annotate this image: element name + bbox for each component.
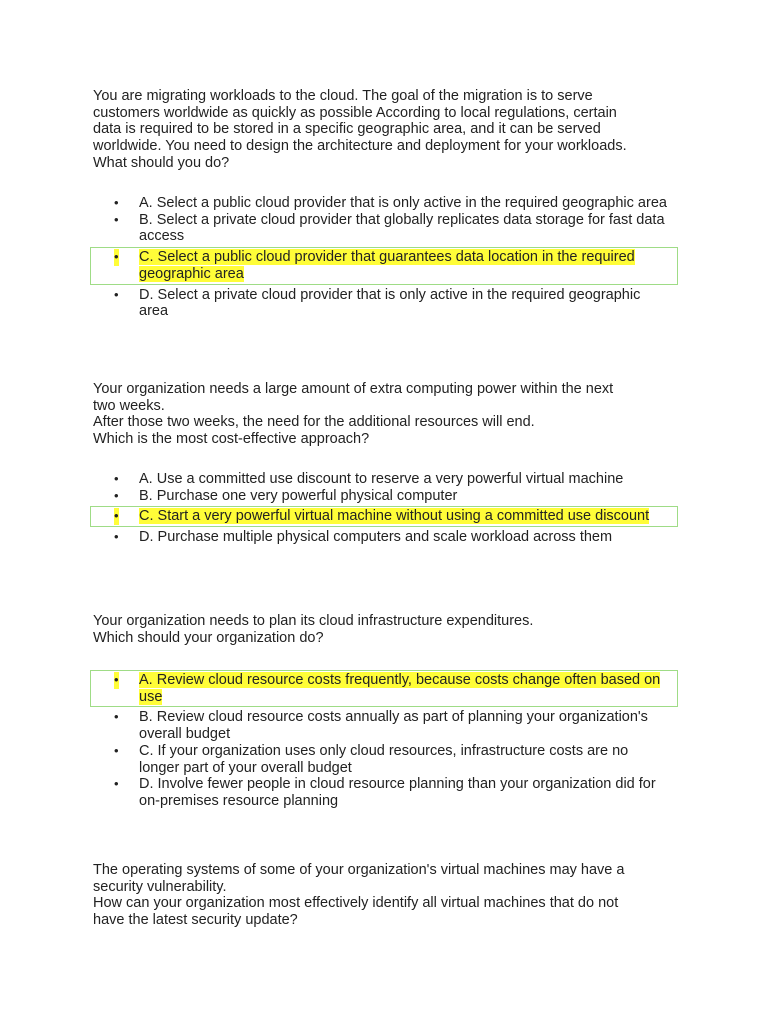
question-2-option-b: [90, 488, 678, 505]
option-text: B. Select a private cloud provider that globally replicates data storage for fast data access: [139, 211, 665, 245]
question-4-line-3: How can your organization most effectively identify all virtual machines that do not: [93, 895, 619, 912]
question-1-option-c-correct: [90, 247, 678, 284]
option-text-highlighted: C. Start a very powerful virtual machine without using a committed use discount: [139, 508, 650, 525]
bullet-icon: •: [114, 742, 119, 758]
option-text: B. Purchase one very powerful physical computer: [139, 487, 458, 504]
bullet-icon: •: [114, 529, 119, 545]
question-3-options: [90, 670, 678, 810]
question-1-option-b: [90, 212, 678, 245]
question-3-option-b: [90, 709, 678, 742]
question-2-options: [90, 471, 678, 546]
question-2-line-4: Which is the most cost-effective approach?: [93, 431, 370, 448]
bullet-icon: •: [114, 709, 119, 725]
question-1-options: [90, 195, 678, 320]
question-1-line-3: data is required to be stored in a specific geographic area, and it can be served: [93, 121, 601, 138]
option-text: A. Use a committed use discount to reserve a very powerful virtual machine: [139, 471, 624, 487]
option-text-highlighted: C. Select a public cloud provider that guarantees data location in the required geographic area: [139, 249, 635, 282]
option-text-highlighted: A. Review cloud resource costs frequently, because costs change often based on use: [139, 672, 661, 705]
question-2-line-1: Your organization needs a large amount of extra computing power within the next: [93, 381, 614, 397]
question-2-line-2: two weeks.: [93, 397, 165, 414]
question-2-option-d: [90, 529, 678, 546]
question-1-line-4: worldwide. You need to design the architecture and deployment for your workloads.: [93, 138, 627, 155]
question-3-line-2: Which should your organization do?: [93, 629, 324, 646]
question-4-line-4: have the latest security update?: [93, 912, 298, 929]
bullet-icon: •: [114, 776, 119, 792]
question-1-line-5: What should you do?: [93, 154, 230, 171]
option-text: D. Select a private cloud provider that is only active in the required geographic area: [139, 286, 641, 320]
bullet-icon: •: [114, 249, 119, 265]
bullet-icon: •: [114, 195, 119, 210]
bullet-icon: •: [114, 471, 119, 486]
question-2-text: [93, 381, 683, 448]
question-4-line-2: security vulnerability.: [93, 878, 227, 895]
question-1-line-1: You are migrating workloads to the cloud. The goal of the migration is to serve: [93, 88, 593, 104]
question-4-line-1: The operating systems of some of your organization's virtual machines may have a: [93, 862, 625, 878]
question-3-text: [93, 613, 683, 646]
question-1-option-d: [90, 287, 678, 320]
question-4-text: [93, 862, 683, 929]
question-2-option-a: [90, 471, 678, 488]
question-1-option-a: [90, 195, 678, 212]
option-text: A. Select a public cloud provider that is only active in the required geographic area: [139, 195, 667, 211]
bullet-icon: •: [114, 487, 119, 503]
option-text: C. If your organization uses only cloud resources, infrastructure costs are no longer part of your overall budget: [139, 742, 629, 776]
bullet-icon: •: [114, 286, 119, 302]
bullet-icon: •: [114, 508, 119, 524]
question-3-option-d: [90, 776, 678, 809]
option-text: B. Review cloud resource costs annually as part of planning your organization's overall budget: [139, 709, 648, 743]
question-1-line-2: customers worldwide as quickly as possible According to local regulations, certain: [93, 104, 617, 121]
question-2-line-3: After those two weeks, the need for the additional resources will end.: [93, 414, 535, 431]
bullet-icon: •: [114, 672, 119, 687]
option-text: D. Involve fewer people in cloud resource planning than your organization did for on-premises resource planning: [139, 776, 656, 809]
question-3-option-a-correct: [90, 670, 678, 707]
option-text: D. Purchase multiple physical computers and scale workload across them: [139, 529, 613, 546]
question-3-option-c: [90, 743, 678, 776]
question-3-line-1: Your organization needs to plan its cloud infrastructure expenditures.: [93, 613, 534, 629]
question-1-text: [93, 88, 683, 172]
bullet-icon: •: [114, 211, 119, 227]
question-2-option-c-correct: [90, 506, 678, 527]
